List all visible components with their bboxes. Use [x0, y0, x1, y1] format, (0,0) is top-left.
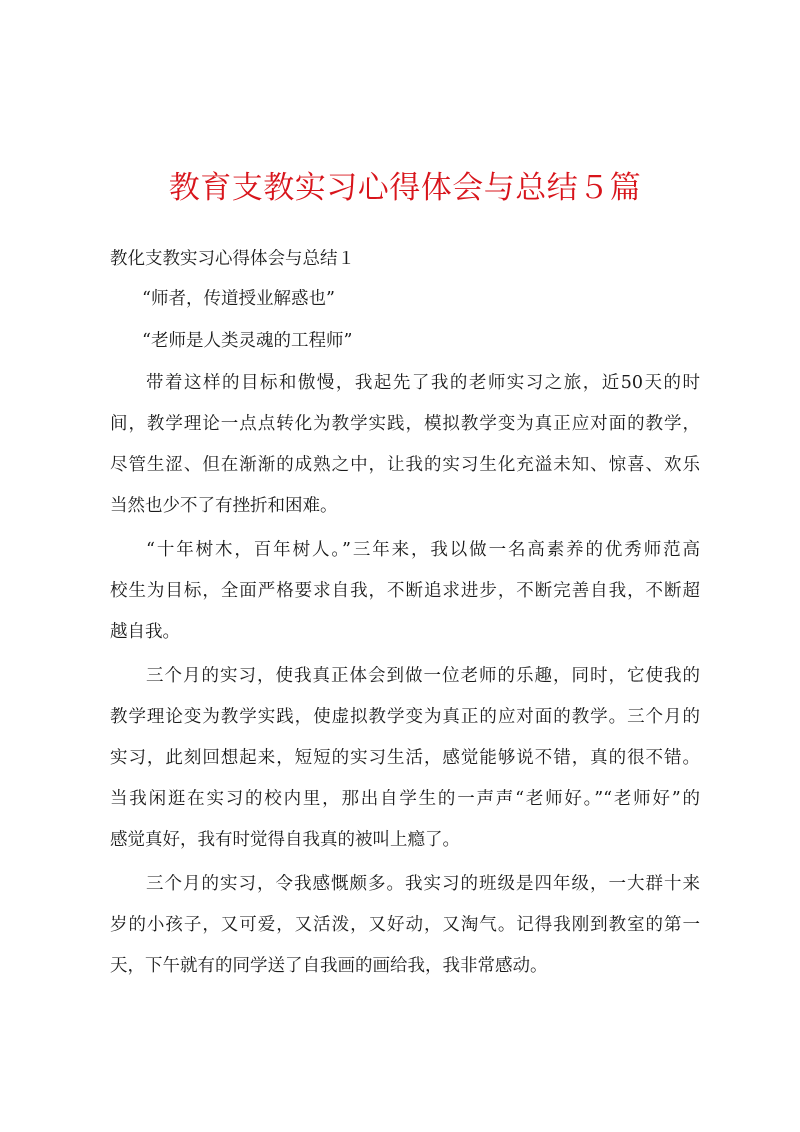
- paragraph-line: 校生为目标，全面严格要求自我，不断追求进步，不断完善自我，不断超: [110, 581, 700, 601]
- paragraph-line: 感觉真好，我有时觉得自我真的被叫上瘾了。: [110, 830, 460, 850]
- paragraph-line: 天，下午就有的同学送了自我画的画给我，我非常感动。: [110, 956, 548, 976]
- paragraph-4: [110, 864, 700, 987]
- paragraph-3: [110, 656, 700, 861]
- quote-line-2: “老师是人类灵魂的工程师”: [142, 331, 353, 351]
- paragraph-line: 尽管生涩、但在渐渐的成熟之中，让我的实习生化充溢未知、惊喜、欢乐: [110, 455, 700, 475]
- quote-line-1: “师者，传道授业解惑也”: [142, 289, 335, 309]
- paragraph-1: [110, 363, 700, 527]
- paragraph-line: 当然也少不了有挫折和困难。: [110, 496, 338, 516]
- paragraph-line: 岁的小孩子，又可爱，又活泼，又好动，又淘气。记得我刚到教室的第一: [110, 915, 700, 935]
- paragraph-line: 带着这样的目标和傲慢，我起先了我的老师实习之旅，近50天的时: [146, 373, 700, 393]
- paragraph-line: 教学理论变为教学实践，使虚拟教学变为真正的应对面的教学。三个月的: [110, 707, 700, 727]
- paragraph-line: 越自我。: [110, 622, 180, 642]
- paragraph-line: “十年树木，百年树人。”三年来，我以做一名高素养的优秀师范高: [146, 540, 700, 560]
- section-heading: 教化支教实习心得体会与总结１: [110, 249, 355, 269]
- paragraph-line: 间，教学理论一点点转化为教学实践，模拟教学变为真正应对面的教学，: [110, 414, 700, 434]
- paragraph-line: 三个月的实习，令我感慨颇多。我实习的班级是四年级，一大群十来: [146, 874, 700, 894]
- document-title: 教育支教实习心得体会与总结５篇: [168, 170, 642, 206]
- paragraph-line: 三个月的实习，使我真正体会到做一位老师的乐趣，同时，它使我的: [146, 666, 700, 686]
- paragraph-line: 当我闲逛在实习的校内里，那出自学生的一声声“老师好。”“老师好”的: [110, 789, 700, 809]
- paragraph-line: 实习，此刻回想起来，短短的实习生活，感觉能够说不错，真的很不错。: [110, 748, 700, 768]
- paragraph-2: [110, 530, 700, 653]
